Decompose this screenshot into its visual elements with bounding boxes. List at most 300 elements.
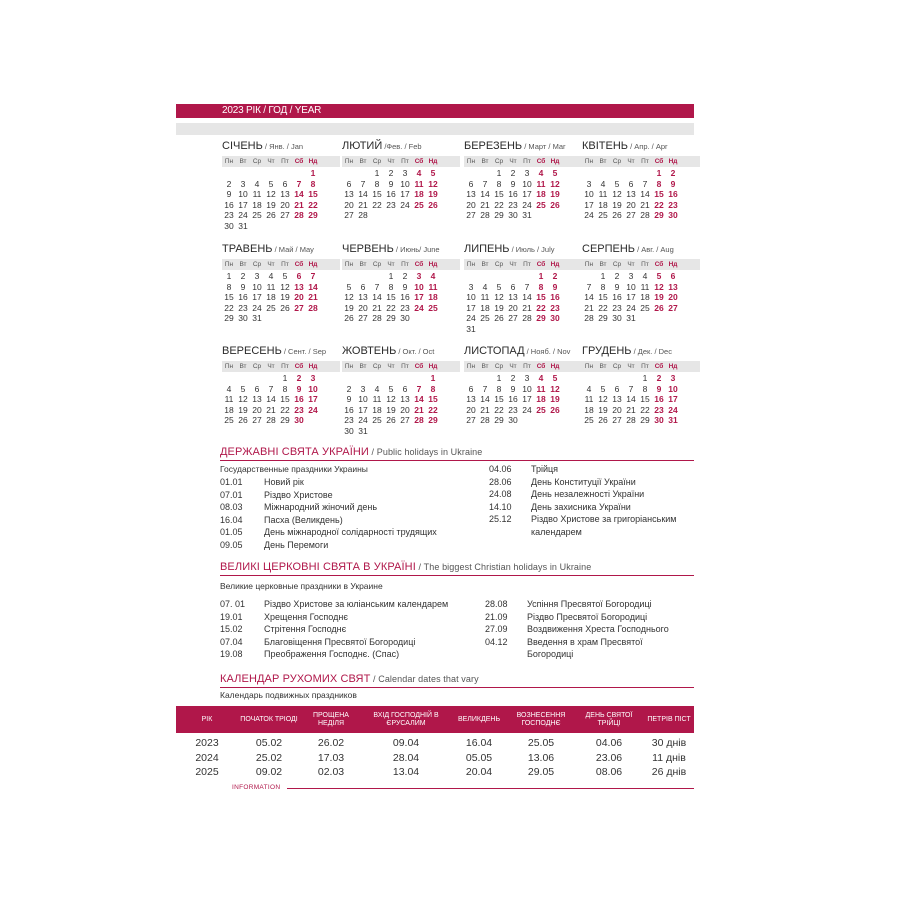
day-cell: 16 [400, 292, 410, 303]
day-cell: 19 [280, 292, 290, 303]
table-cell: 04.06 [595, 737, 623, 749]
day-cell: 29 [494, 415, 504, 426]
day-cell: 29 [428, 415, 438, 426]
holiday-date: 04.12 [485, 636, 508, 647]
day-cell: 14 [308, 281, 318, 292]
day-cell: 20 [508, 302, 518, 313]
table-cell: 25.05 [527, 737, 555, 749]
day-cell: 20 [344, 199, 354, 210]
weekday-label: Пн [466, 363, 476, 370]
day-cell: 18 [598, 199, 608, 210]
day-cell: 16 [654, 394, 664, 405]
church-holidays-heading-en: / The biggest Christian holidays in Ukraine [415, 562, 592, 572]
public-holidays-title [220, 446, 694, 461]
holiday-date: 08.03 [220, 502, 243, 512]
weekday-label: Вт [239, 363, 247, 370]
holiday-item [220, 501, 437, 514]
day-cell: 25 [372, 415, 382, 426]
weekday-label: Вт [599, 158, 607, 165]
day-cell: 5 [282, 271, 288, 281]
month-block [582, 140, 700, 221]
day-cell: 30 [294, 415, 304, 426]
day-cell: 18 [536, 189, 546, 200]
day-cell: 22 [654, 199, 664, 210]
day-cell: 15 [536, 292, 546, 303]
weekday-label: Сб [654, 261, 664, 268]
day-cell: 28 [640, 210, 650, 221]
table-cell: 09.04 [392, 737, 420, 749]
day-cell: 24 [668, 404, 678, 415]
weekday-label: Чт [387, 363, 395, 370]
day-cell: 15 [280, 394, 290, 405]
day-cell: 4 [226, 383, 232, 394]
table-cell: 2025 [195, 766, 219, 778]
day-cell: 1 [642, 373, 648, 383]
day-cell: 7 [268, 383, 274, 394]
day-cell: 14 [584, 292, 594, 303]
month-name-alt: / Сент. / Sep [281, 347, 327, 356]
day-cell: 6 [296, 271, 302, 281]
day-cell: 12 [550, 178, 560, 189]
day-cell: 2 [240, 271, 246, 281]
table-header-cell: ПЕТРІВ ПІСТ [647, 715, 691, 723]
weekday-label: Ср [372, 363, 382, 370]
day-cell: 5 [656, 271, 662, 281]
day-cell: 7 [482, 178, 488, 189]
month-name-alt: / Май / May [272, 245, 314, 254]
weekday-label: Пт [401, 363, 409, 370]
holiday-item [489, 513, 676, 526]
weekday-label: Пт [523, 363, 531, 370]
day-cell: 11 [224, 394, 234, 405]
day-cell: 29 [598, 313, 608, 324]
day-cell: 26 [494, 313, 504, 324]
day-blank [342, 271, 356, 282]
month-title [342, 345, 460, 360]
table-cell: 29.05 [527, 766, 555, 778]
day-cell: 20 [252, 404, 262, 415]
day-cell: 10 [466, 292, 476, 303]
month-name: ВЕРЕСЕНЬ [222, 345, 282, 357]
holiday-date: 07.04 [220, 636, 243, 647]
day-cell: 8 [600, 281, 606, 292]
weekday-label: Нд [550, 363, 560, 370]
day-cell: 29 [640, 415, 650, 426]
day-cell: 12 [344, 292, 354, 303]
holiday-name: День захисника України [531, 501, 631, 512]
day-cell: 26 [386, 415, 396, 426]
weekday-label: Вт [481, 158, 489, 165]
day-grid [582, 373, 700, 426]
day-cell: 4 [374, 383, 380, 394]
day-cell: 12 [654, 281, 664, 292]
day-cell: 4 [430, 271, 436, 281]
holiday-item [489, 476, 676, 489]
day-cell: 3 [628, 271, 634, 281]
holiday-date: 14.10 [489, 501, 512, 512]
day-cell: 26 [550, 404, 560, 415]
day-cell: 10 [358, 394, 368, 405]
day-cell: 21 [358, 199, 368, 210]
holiday-item [220, 598, 448, 611]
day-cell: 6 [402, 383, 408, 394]
day-cell: 30 [238, 313, 248, 324]
day-cell: 6 [628, 178, 634, 189]
day-cell: 20 [612, 404, 622, 415]
movable-table-header [176, 706, 694, 733]
table-row [176, 751, 694, 766]
month-name-alt: / Март / Mar [522, 142, 566, 151]
day-cell: 17 [308, 394, 318, 405]
day-blank [582, 373, 596, 384]
weekday-label: Нд [308, 363, 318, 370]
day-cell: 10 [252, 281, 262, 292]
day-cell: 12 [266, 189, 276, 200]
day-cell: 5 [388, 383, 394, 394]
weekday-label: Ср [252, 261, 262, 268]
day-cell: 6 [346, 178, 352, 189]
month-name-alt: / Дек. / Dec [631, 347, 672, 356]
day-blank [624, 168, 638, 179]
table-header-cell: РІК [201, 715, 213, 723]
table-cell: 13.06 [527, 751, 555, 764]
month-name: ЛИСТОПАД [464, 345, 525, 357]
weekday-label: Сб [294, 261, 304, 268]
table-header-cell: ВОЗНЕСЕННЯ ГОСПОДНЄ [516, 711, 566, 727]
day-cell: 4 [538, 373, 544, 383]
weekday-label: Нд [308, 158, 318, 165]
movable-holidays-subtitle: Календарь подвижных праздников [220, 690, 357, 700]
weekday-label: Чт [627, 261, 635, 268]
day-cell: 3 [670, 373, 676, 383]
holiday-name: Хрещення Господнє [264, 611, 348, 622]
day-blank [464, 373, 478, 384]
month-name: ЧЕРВЕНЬ [342, 243, 394, 255]
day-cell: 12 [280, 281, 290, 292]
day-cell: 23 [668, 199, 678, 210]
day-cell: 1 [496, 168, 502, 178]
weekday-label: Пн [224, 261, 234, 268]
weekday-label: Чт [509, 158, 517, 165]
day-cell: 3 [402, 168, 408, 178]
day-cell: 10 [584, 189, 594, 200]
day-cell: 20 [400, 404, 410, 415]
weekday-row [342, 361, 460, 372]
day-cell: 8 [310, 178, 316, 189]
day-cell: 13 [400, 394, 410, 405]
day-cell: 25 [640, 302, 650, 313]
weekday-label: Нд [428, 363, 438, 370]
day-cell: 13 [612, 394, 622, 405]
day-cell: 8 [430, 383, 436, 394]
day-cell: 9 [510, 178, 516, 189]
day-cell: 5 [240, 383, 246, 394]
weekday-row [582, 361, 700, 372]
public-holidays-list-left [220, 476, 437, 551]
day-cell: 25 [428, 302, 438, 313]
holiday-date: 19.08 [220, 649, 243, 659]
day-cell: 25 [536, 404, 546, 415]
day-cell: 22 [280, 404, 290, 415]
day-cell: 13 [280, 189, 290, 200]
day-cell: 11 [584, 394, 594, 405]
month-block [222, 140, 340, 232]
day-cell: 5 [346, 281, 352, 292]
day-cell: 9 [296, 383, 302, 394]
day-cell: 2 [614, 271, 620, 281]
day-cell: 15 [640, 394, 650, 405]
weekday-label: Ср [372, 261, 382, 268]
day-blank [398, 373, 412, 384]
holiday-item [220, 623, 448, 636]
day-cell: 2 [552, 271, 558, 281]
day-grid [342, 168, 460, 221]
church-holidays-heading: ВЕЛИКІ ЦЕРКОВНІ СВЯТА В УКРАЇНІ [220, 561, 416, 573]
day-blank [638, 168, 652, 179]
day-blank [222, 373, 236, 384]
day-cell: 8 [226, 281, 232, 292]
month-block [342, 140, 460, 221]
weekday-label: Чт [627, 158, 635, 165]
day-cell: 26 [238, 415, 248, 426]
day-blank [412, 373, 426, 384]
day-cell: 16 [612, 292, 622, 303]
month-title [582, 243, 700, 258]
day-blank [236, 373, 250, 384]
holiday-name: Пасха (Великдень) [264, 514, 343, 525]
holiday-date: 16.04 [220, 514, 243, 525]
day-cell: 10 [414, 281, 424, 292]
day-cell: 27 [466, 415, 476, 426]
month-block [342, 345, 460, 437]
day-cell: 26 [344, 313, 354, 324]
weekday-label: Пн [344, 158, 354, 165]
day-cell: 22 [598, 302, 608, 313]
month-name: ЛИПЕНЬ [464, 243, 510, 255]
day-cell: 30 [654, 415, 664, 426]
table-header-cell: ДЕНЬ СВЯТОЇ ТРІЙЦІ [585, 711, 633, 727]
footer-label: INFORMATION [232, 784, 281, 791]
day-cell: 8 [282, 383, 288, 394]
day-cell: 25 [414, 199, 424, 210]
weekday-label: Сб [654, 158, 664, 165]
day-grid [582, 271, 700, 324]
holiday-item [489, 488, 676, 501]
holiday-item [220, 489, 437, 502]
holiday-item [489, 501, 676, 514]
day-cell: 27 [280, 210, 290, 221]
day-cell: 8 [656, 178, 662, 189]
day-blank [356, 271, 370, 282]
day-cell: 13 [252, 394, 262, 405]
holiday-item [485, 598, 669, 611]
day-cell: 26 [550, 199, 560, 210]
table-row [176, 765, 694, 780]
day-cell: 31 [252, 313, 262, 324]
holiday-item [485, 623, 669, 636]
day-cell: 7 [642, 178, 648, 189]
day-cell: 5 [496, 281, 502, 292]
day-grid [222, 373, 340, 426]
day-cell: 29 [386, 313, 396, 324]
holiday-item [220, 526, 437, 539]
table-cell: 20.04 [465, 766, 493, 778]
day-cell: 6 [670, 271, 676, 281]
holiday-date: 28.06 [489, 476, 512, 487]
weekday-label: Сб [414, 363, 424, 370]
day-cell: 2 [402, 271, 408, 281]
day-cell: 3 [416, 271, 422, 281]
day-cell: 11 [414, 178, 424, 189]
day-cell: 30 [344, 425, 354, 436]
weekday-label: Пн [224, 158, 234, 165]
day-cell: 23 [386, 199, 396, 210]
day-cell: 19 [494, 302, 504, 313]
weekday-label: Сб [414, 261, 424, 268]
weekday-label: Ср [494, 261, 504, 268]
day-cell: 14 [480, 394, 490, 405]
day-cell: 1 [430, 373, 436, 383]
day-blank [370, 373, 384, 384]
day-cell: 2 [296, 373, 302, 383]
day-cell: 7 [482, 383, 488, 394]
weekday-label: Чт [509, 363, 517, 370]
day-cell: 13 [626, 189, 636, 200]
day-blank [356, 168, 370, 179]
day-cell: 7 [374, 281, 380, 292]
weekday-row [582, 259, 700, 270]
day-grid [342, 271, 460, 324]
holiday-item [485, 636, 669, 649]
weekday-label: Сб [294, 158, 304, 165]
day-cell: 12 [386, 394, 396, 405]
day-cell: 28 [358, 210, 368, 221]
weekday-label: Пт [401, 261, 409, 268]
weekday-label: Нд [668, 158, 678, 165]
holiday-date: 27.09 [485, 624, 508, 634]
day-cell: 31 [522, 210, 532, 221]
table-cell: 2024 [195, 751, 219, 764]
day-cell: 19 [344, 302, 354, 313]
month-name: ТРАВЕНЬ [222, 243, 273, 255]
table-cell: 08.06 [595, 766, 623, 778]
day-cell: 24 [308, 404, 318, 415]
month-block [222, 243, 340, 324]
weekday-label: Нд [428, 158, 438, 165]
weekday-label: Пн [466, 158, 476, 165]
holiday-item [485, 648, 669, 661]
day-cell: 21 [480, 404, 490, 415]
day-cell: 7 [360, 178, 366, 189]
day-cell: 4 [586, 383, 592, 394]
day-cell: 7 [586, 281, 592, 292]
header-strip [176, 123, 694, 135]
weekday-label: Пн [344, 261, 354, 268]
holiday-name: День Перемоги [264, 539, 329, 550]
day-cell: 14 [480, 189, 490, 200]
day-cell: 21 [414, 404, 424, 415]
public-holidays-subtitle: Государственные праздники Украины [220, 464, 368, 474]
weekday-label: Вт [239, 158, 247, 165]
holiday-name: Новий рік [264, 477, 304, 487]
month-title [464, 345, 582, 360]
day-cell: 15 [428, 394, 438, 405]
month-name: КВІТЕНЬ [582, 140, 629, 152]
day-cell: 22 [308, 199, 318, 210]
weekday-row [342, 259, 460, 270]
day-cell: 29 [654, 210, 664, 221]
day-cell: 11 [640, 281, 650, 292]
day-blank [264, 373, 278, 384]
day-cell: 14 [372, 292, 382, 303]
table-cell: 28.04 [392, 751, 420, 764]
day-cell: 6 [468, 383, 474, 394]
holiday-name: Різдво Христове за григоріанським [531, 514, 677, 524]
day-cell: 25 [536, 199, 546, 210]
day-cell: 21 [640, 199, 650, 210]
weekday-row [464, 259, 582, 270]
day-cell: 4 [416, 168, 422, 178]
day-cell: 11 [536, 178, 546, 189]
table-cell: 16.04 [465, 737, 493, 749]
day-cell: 27 [358, 313, 368, 324]
month-name: СІЧЕНЬ [222, 140, 263, 152]
day-cell: 2 [656, 373, 662, 383]
day-cell: 5 [268, 178, 274, 189]
day-blank [264, 168, 278, 179]
month-title [222, 140, 340, 155]
holiday-item [220, 648, 448, 661]
month-name-alt: / Апр. / Apr [628, 142, 668, 151]
day-cell: 24 [252, 302, 262, 313]
day-cell: 8 [538, 281, 544, 292]
day-cell: 8 [642, 383, 648, 394]
day-cell: 21 [626, 404, 636, 415]
day-cell: 26 [654, 302, 664, 313]
day-cell: 13 [508, 292, 518, 303]
day-cell: 27 [252, 415, 262, 426]
day-cell: 13 [466, 189, 476, 200]
holiday-date: 01.01 [220, 477, 243, 487]
day-cell: 6 [254, 383, 260, 394]
day-cell: 17 [400, 189, 410, 200]
weekday-label: Сб [294, 363, 304, 370]
day-cell: 15 [372, 189, 382, 200]
day-cell: 27 [668, 302, 678, 313]
day-cell: 21 [308, 292, 318, 303]
table-header-cell: ПОЧАТОК ТРІОДІ [240, 715, 298, 723]
holiday-name: День міжнародної солідарності трудящих [264, 527, 437, 537]
table-header-cell: ВЕЛИКДЕНЬ [457, 715, 501, 723]
day-cell: 11 [480, 292, 490, 303]
day-cell: 11 [428, 281, 438, 292]
day-cell: 16 [550, 292, 560, 303]
weekday-row [222, 361, 340, 372]
day-cell: 28 [414, 415, 424, 426]
weekday-label: Нд [668, 363, 678, 370]
day-cell: 14 [640, 189, 650, 200]
table-cell: 25.02 [255, 751, 283, 764]
day-cell: 15 [494, 189, 504, 200]
day-cell: 29 [280, 415, 290, 426]
day-cell: 21 [266, 404, 276, 415]
day-cell: 16 [386, 189, 396, 200]
day-cell: 15 [386, 292, 396, 303]
holiday-item [485, 611, 669, 624]
public-holidays-heading-en: / Public holidays in Ukraine [368, 447, 483, 457]
holiday-date: 09.05 [220, 539, 243, 550]
day-cell: 21 [294, 199, 304, 210]
